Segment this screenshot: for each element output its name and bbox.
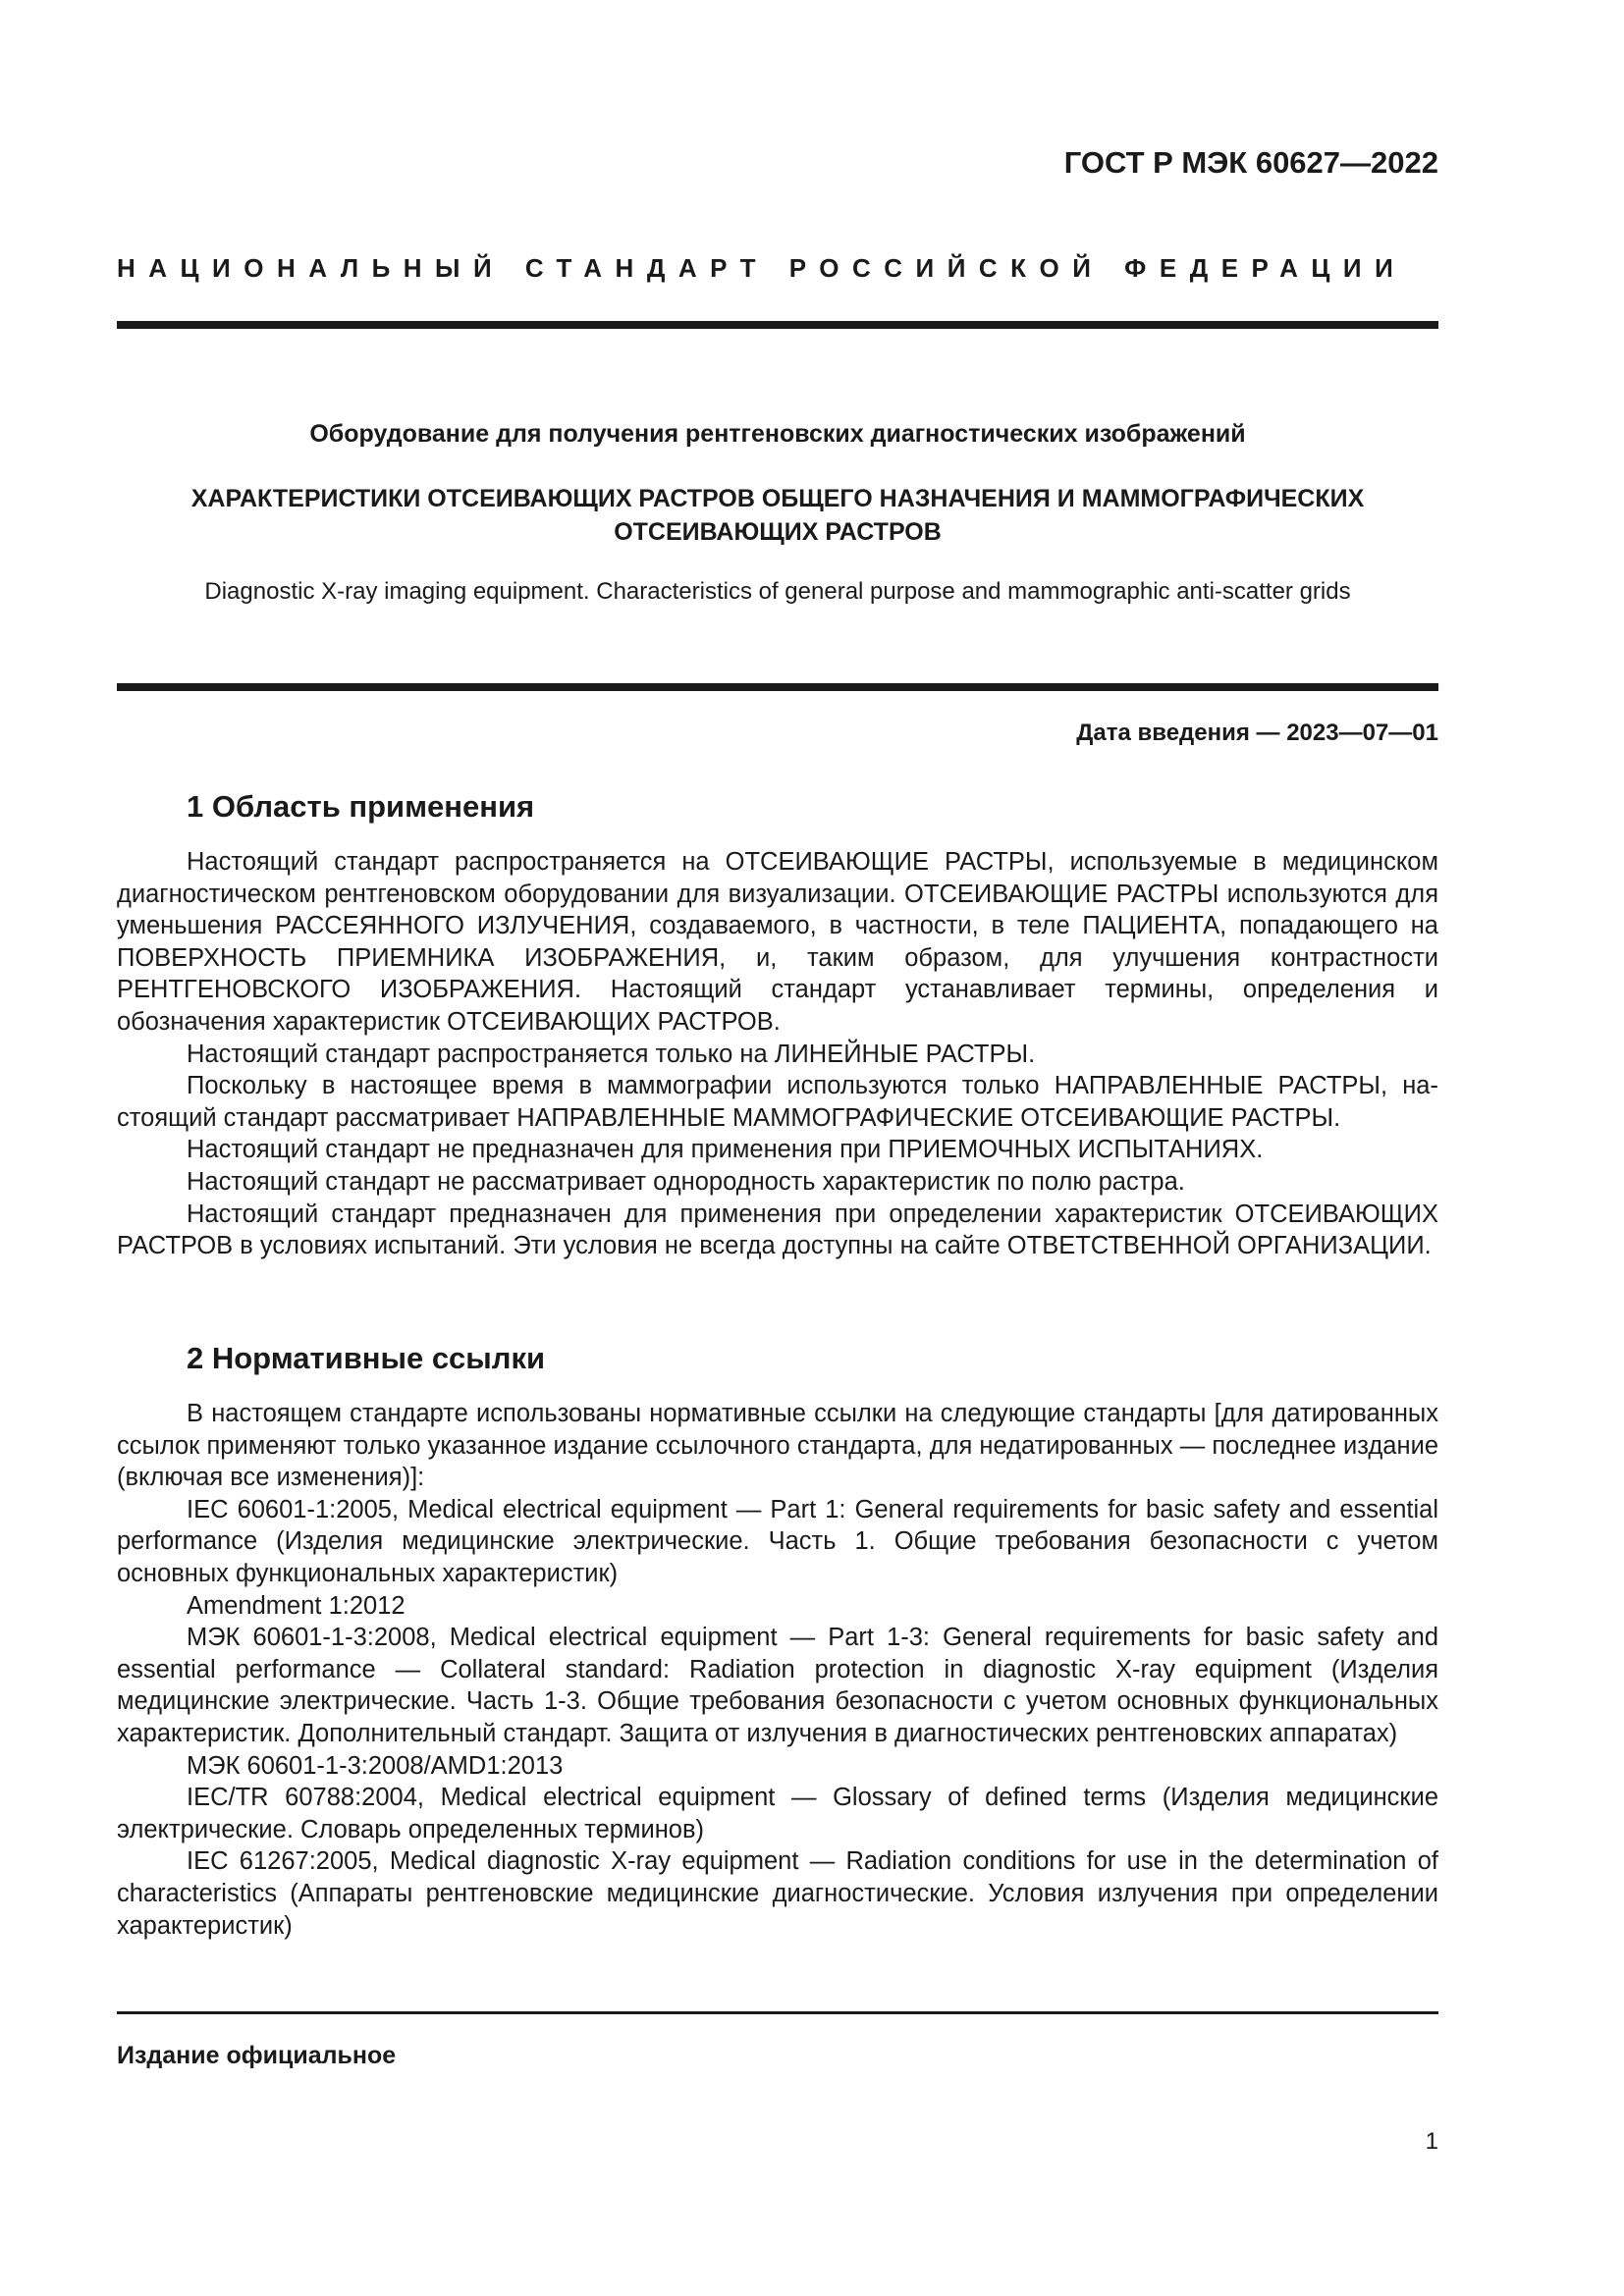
paragraph: Настоящий стандарт распространяется только на ЛИНЕЙНЫЕ РАСТРЫ. [187, 1040, 1036, 1068]
introduction-date: Дата введения — 2023—07—01 [1076, 720, 1438, 746]
document-title-line-2: ОТСЕИВАЮЩИХ РАСТРОВ [614, 518, 942, 546]
document-title-line-1: ХАРАКТЕРИСТИКИ ОТСЕИВАЮЩИХ РАСТРОВ ОБЩЕГО НАЗНАЧЕНИЯ И МАММОГРАФИЧЕСКИХ [190, 485, 1365, 512]
paragraph: Поскольку в настоящее время в маммографии используются только НАПРАВЛЕННЫЕ РАСТРЫ, настоящий стандарт рассматривает НАПРАВЛЕННЫЕ МАММОГРАФИЧЕСКИЕ ОТСЕИВАЮЩИЕ РАСТРЫ. [117, 1072, 1438, 1132]
reference-item: Amendment 1:2012 [187, 1591, 406, 1620]
gost-code: ГОСТ Р МЭК 60627—2022 [1063, 145, 1438, 180]
english-title: Diagnostic X-ray imaging equipment. Characteristics of general purpose and mammographic anti-scatter grids [204, 578, 1351, 605]
section-2-body [117, 1398, 1438, 1942]
national-standard-title: НАЦИОНАЛЬНЫЙ СТАНДАРТ РОССИЙСКОЙ ФЕДЕРАЦИИ [117, 253, 1407, 283]
section-1-heading: 1 Область применения [187, 789, 535, 824]
section-1-body [117, 846, 1438, 1262]
document-title [117, 482, 1438, 549]
reference-item: МЭК 60601-1-3:2008, Medical electrical equipment — Part 1-3: General requirements for basic safety and essential performance — Collateral standard: Radiation protection in diagnostic X-ray equipment (Изделия медицинские электрические. Часть 1-3. Общие требования безопасности с учетом основных функциональных характеристик. Дополнительный стандарт. Защита от излучения в диагностических рентгеновских аппаратах) [117, 1624, 1438, 1747]
paragraph: Настоящий стандарт предназначен для применения при определении характеристик ОТСЕИВАЮЩИХ РАСТРОВ в условиях испытаний. Эти условия не всегда доступны на сайте ОТВЕТСТВЕННОЙ ОРГАНИЗАЦИИ. [117, 1200, 1438, 1260]
reference-item: МЭК 60601-1-3:2008/AMD1:2013 [187, 1751, 564, 1780]
top-divider [117, 321, 1438, 329]
paragraph: Настоящий стандарт распространяется на ОТСЕИВАЮЩИЕ РАСТРЫ, используемые в медицинском диагностическом рентгеновском оборудовании для визуализации. ОТСЕИВАЮЩИЕ РАСТРЫ используются для уменьшения РАССЕЯННОГО ИЗЛУЧЕНИЯ, создаваемого, в частности, в теле ПАЦИЕНТА, попадающего на ПОВЕРХНОСТЬ ПРИЕМНИКА ИЗОБРАЖЕНИЯ, и, таким образом, для улучшения контрастности РЕНТГЕНОВСКОГО ИЗОБРАЖЕНИЯ. Настоящий стандарт устанавливает термины, определения и обозначения характеристик ОТСЕИВАЮЩИХ РАСТРОВ. [117, 848, 1438, 1036]
reference-item: IEC/TR 60788:2004, Medical electrical equipment — Glossary of defined terms (Изделия медицинские электрические. Словарь определенных терминов) [117, 1784, 1438, 1843]
reference-item: IEC 61267:2005, Medical diagnostic X-ray equipment — Radiation conditions for use in the determination of characteristics (Аппараты рентгеновские медицинские диагностические. Условия излучения при определении характеристик) [117, 1847, 1438, 1940]
footer-divider [117, 2011, 1438, 2014]
official-edition-label: Издание официальное [117, 2042, 397, 2069]
reference-item: IEC 60601-1:2005, Medical electrical equipment — Part 1: General requirements for basic safety and essential performance (Изделия медицинские электрические. Часть 1. Общие требования безопасности с учетом основных функциональных характеристик) [117, 1495, 1438, 1587]
paragraph: Настоящий стандарт не рассматривает однородность характеристик по полю растра. [187, 1167, 1185, 1196]
section-2-heading: 2 Нормативные ссылки [187, 1341, 546, 1375]
title-divider [117, 683, 1438, 691]
paragraph: В настоящем стандарте использованы нормативные ссылки на следующие стандарты [для датированных ссылок применяют только указанное издание ссылочного стандарта, для недатированных — последнее издание (включая все изменения)]: [117, 1400, 1438, 1492]
document-page [117, 0, 1438, 2296]
document-subtitle: Оборудование для получения рентгеновских диагностических изображений [309, 420, 1246, 448]
paragraph: Настоящий стандарт не предназначен для применения при ПРИЕМОЧНЫХ ИСПЫТАНИЯХ. [187, 1136, 1264, 1164]
page-number: 1 [1425, 2128, 1438, 2155]
